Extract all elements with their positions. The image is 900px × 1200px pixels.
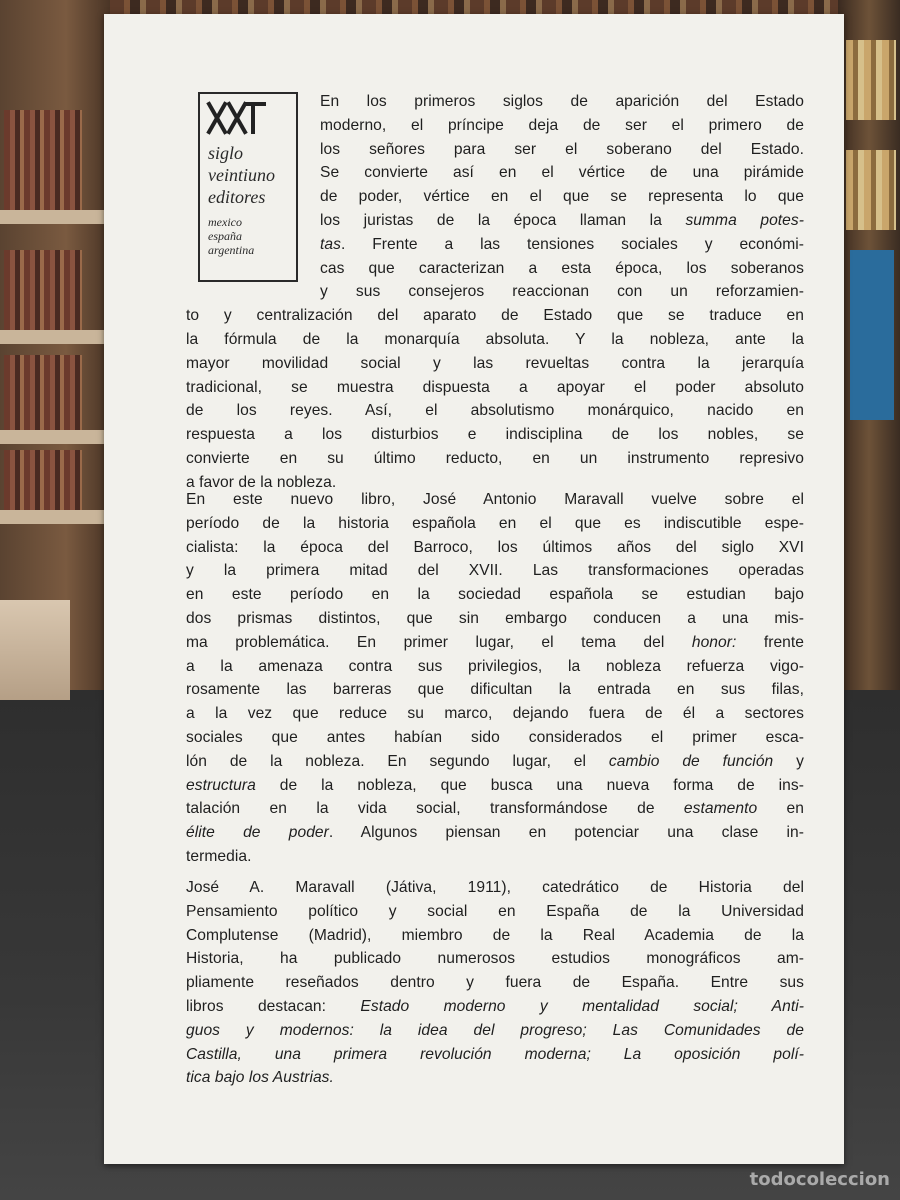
italic-text: estamento — [683, 800, 758, 818]
paragraph-1-line: de los reyes. Así, el absolutismo monárquico, nacido en — [186, 402, 804, 420]
italic-text: guos y modernos: la idea del progreso; Las Comunidades de — [186, 1021, 804, 1039]
paragraph-2-line: En este nuevo libro, José Antonio Maravall vuelve sobre el — [186, 491, 804, 508]
paragraph-2-line: dos prismas distintos, que sin embargo conducen a una mis- — [186, 610, 804, 627]
italic-text: Castilla, una primera revolución moderna; La oposición polí- — [186, 1045, 804, 1063]
paragraph-2-line — [186, 821, 804, 844]
text-segment: lón de la nobleza. En segundo lugar, el — [186, 752, 609, 770]
publisher-name-line: veintiuno — [208, 165, 275, 185]
paragraph-1-line: cas que caracterizan a esta época, los soberanos — [320, 259, 804, 277]
text-segment: ma problemática. En primer lugar, el tema del — [186, 633, 692, 651]
author-bio-line: Pensamiento político y social en España de la Universidad — [186, 902, 804, 920]
text-segment: en — [757, 800, 804, 818]
publisher-city: argentina — [208, 243, 255, 257]
paragraph-2-line: a la amenaza contra sus privilegios, la nobleza refuerza vigo- — [186, 657, 804, 675]
paragraph-2-line: en este período en la sociedad española se estudian bajo — [186, 586, 804, 604]
text-segment: frente — [736, 633, 805, 651]
paragraph-1-line: En los primeros siglos de aparición del Estado — [320, 93, 804, 110]
watermark-text: todocoleccion — [749, 1169, 890, 1190]
book-back-cover — [104, 14, 844, 1164]
paragraph-1-line: to y centralización del aparato de Estado que se traduce en — [186, 307, 804, 325]
author-bio-line: Complutense (Madrid), miembro de la Real Academia de la — [186, 926, 804, 944]
paragraph-1-line: moderno, el príncipe deja de ser el primero de — [320, 116, 804, 134]
text-segment: . Algunos piensan en potenciar una clase in- — [328, 824, 804, 842]
italic-text: tas — [320, 235, 341, 253]
paragraph-2-line: y la primera mitad del XVII. Las transformaciones operadas — [186, 562, 804, 580]
author-bio-line: José A. Maravall (Játiva, 1911), catedrático de Historia del — [186, 879, 804, 896]
paragraph-1-line: de poder, vértice en el que se representa lo que — [320, 188, 804, 206]
paragraph-1-line: la fórmula de la monarquía absoluta. Y la nobleza, ante la — [186, 331, 804, 348]
text-segment: . Frente a las tensiones sociales y económi- — [340, 235, 804, 253]
paragraph-1-line — [320, 233, 804, 256]
text-segment: libros destacan: — [186, 998, 361, 1015]
publisher-city: españa — [208, 229, 242, 243]
italic-text: summa potes- — [685, 212, 804, 229]
paragraph-1-line — [320, 209, 804, 232]
author-bio-line: Historia, ha publicado numerosos estudios monográficos am- — [186, 950, 804, 968]
italic-text: cambio de función — [608, 752, 774, 770]
author-bio-line — [186, 1043, 804, 1066]
paragraph-2-line: termedia. — [186, 848, 252, 865]
author-bio-line — [186, 1019, 804, 1042]
italic-text: Estado moderno y mentalidad social; Anti- — [360, 998, 804, 1015]
text-segment: talación en la vida social, transformándose de — [186, 800, 684, 818]
paragraph-1-line: los señores para ser el soberano del Estado. — [320, 140, 804, 158]
publisher-name-line: siglo — [208, 143, 244, 163]
paragraph-2-line: cialista: la época del Barroco, los últimos años del siglo XVI — [186, 538, 804, 556]
paragraph-2-line — [186, 774, 804, 797]
paragraph-2-line: rosamente las barreras que dificultan la entrada en sus filas, — [186, 681, 804, 699]
paragraph-1-line: tradicional, se muestra dispuesta a apoyar el poder absoluto — [186, 378, 804, 396]
publisher-logo — [198, 92, 298, 282]
paragraph-1-line: a favor de la nobleza. — [186, 473, 337, 491]
italic-text: estructura — [186, 776, 256, 794]
author-bio-line — [186, 995, 804, 1018]
publisher-city: mexico — [208, 215, 242, 229]
text-segment: de la nobleza, que busca una nueva forma de ins- — [255, 776, 804, 794]
italic-text: élite de poder — [186, 824, 329, 842]
paragraph-2-line: sociales que antes habían sido considerados el primer esca- — [186, 729, 804, 746]
paragraph-2-line — [186, 750, 804, 773]
italic-text: honor: — [691, 633, 737, 651]
text-segment: y — [773, 752, 804, 770]
paragraph-2-line — [186, 631, 804, 654]
text-segment: los juristas de la época llaman la — [320, 212, 686, 229]
paragraph-2-line: período de la historia española en el que es indiscutible espe- — [186, 514, 804, 532]
paragraph-1-line: Se convierte así en el vértice de una pirámide — [320, 164, 804, 182]
italic-text: tica bajo los Austrias. — [186, 1069, 334, 1087]
paragraph-1-line: y sus consejeros reaccionan con un reforzamien- — [320, 283, 804, 301]
paragraph-2-line — [186, 797, 804, 820]
siglo-xxi-logo-icon — [206, 100, 268, 136]
paragraph-1-line: mayor movilidad social y las revueltas contra la jerarquía — [186, 354, 804, 372]
publisher-name-line: editores — [208, 187, 266, 207]
paragraph-1-line: convierte en su último reducto, en un instrumento represivo — [186, 450, 804, 467]
author-bio-line — [186, 1066, 804, 1089]
author-bio-line: pliamente reseñados dentro y fuera de España. Entre sus — [186, 974, 804, 992]
paper-stack — [0, 600, 70, 700]
paragraph-2-line: a la vez que reduce su marco, dejando fuera de él a sectores — [186, 705, 804, 723]
paragraph-1-line: respuesta a los disturbios e indisciplina de los nobles, se — [186, 426, 804, 444]
